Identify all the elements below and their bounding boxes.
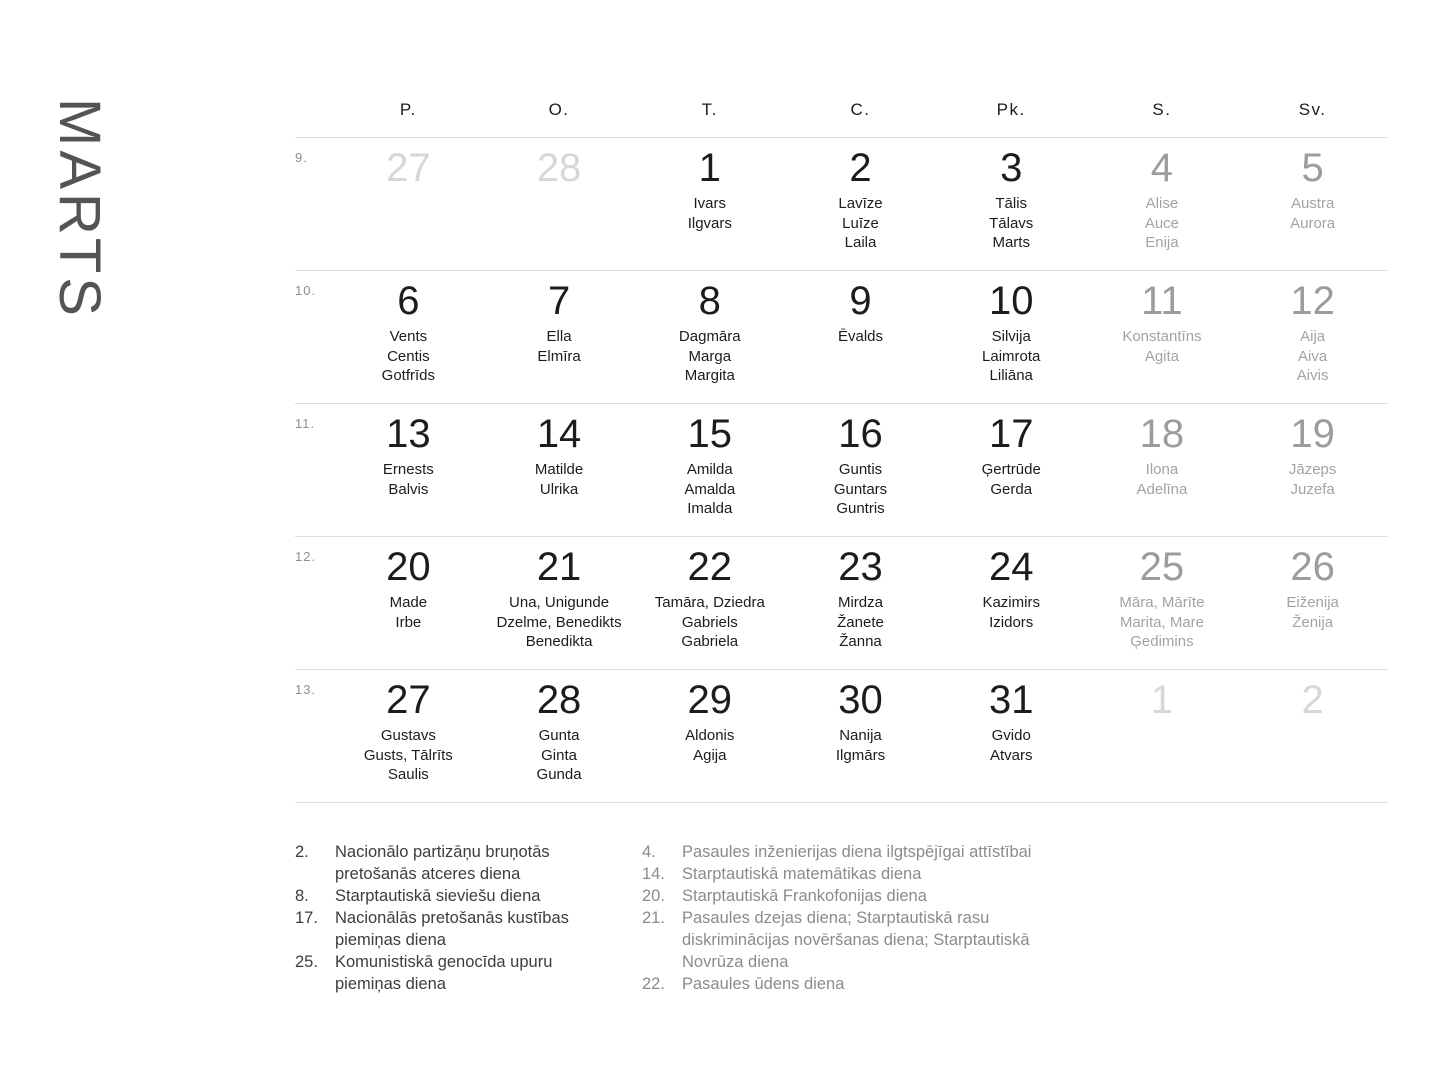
name-day-list (1087, 327, 1238, 366)
footnote-text (682, 863, 1202, 885)
day-cell (484, 271, 635, 403)
calendar-grid (295, 96, 1388, 803)
name-day-entry: Ginta (541, 746, 577, 764)
day-number: 28 (536, 146, 582, 190)
name-day-entry: Agita (1144, 347, 1180, 365)
day-number: 26 (1290, 545, 1335, 589)
name-day-entry: Ģertrūde (981, 461, 1041, 478)
name-day-entry: Austra (1290, 195, 1335, 212)
footnote-text-line: Pasaules inženierijas diena ilgtspējīgai attīstībai (682, 843, 1032, 861)
name-day-entry: Gunda (536, 766, 582, 783)
footnote-item (295, 841, 642, 885)
day-cell (785, 537, 936, 669)
day-number: 9 (849, 279, 872, 323)
name-day-entry: Lavīze (838, 195, 883, 212)
day-number: 1 (698, 146, 721, 190)
name-day-entry: Ella (546, 328, 572, 345)
name-day-list (484, 593, 635, 652)
day-number: 5 (1301, 146, 1324, 190)
name-day-entry: Ernests (382, 461, 434, 478)
name-day-list (785, 593, 936, 652)
name-day-entry: Tamāra, Dziedra (654, 594, 765, 611)
day-number: 2 (1301, 678, 1324, 722)
day-cell (333, 670, 484, 802)
name-day-entry: Konstantīns (1122, 328, 1202, 345)
name-day-entry: Benedikta (525, 633, 593, 650)
name-day-entry: Laila (844, 234, 877, 251)
footnote-item (642, 885, 1202, 907)
footnote-number: 25. (295, 953, 318, 971)
name-day-entry: Silvija (991, 328, 1031, 345)
footnote-text-line: Starptautiskā sieviešu diena (335, 887, 541, 905)
name-day-entry: Aiva (1298, 347, 1328, 365)
week-number-label: 11. (295, 416, 316, 431)
footnote-text-line: Starptautiskā matemātikas diena (682, 865, 922, 883)
day-number: 23 (838, 545, 883, 589)
footnote-text (682, 907, 1202, 973)
footnote-text-line: Komunistiskā genocīda upuru (335, 953, 553, 971)
name-day-entry: Māra, Mārīte (1119, 594, 1205, 611)
name-day-entry: Ivars (693, 195, 727, 212)
footnote-text (335, 907, 642, 951)
name-day-list (333, 327, 484, 386)
day-number: 20 (386, 545, 431, 589)
name-day-entry: Aija (1300, 328, 1326, 345)
day-cell (484, 537, 635, 669)
footnote-text-line: pretošanās atceres diena (335, 865, 521, 883)
weekday-header-row (295, 96, 1388, 137)
day-cell (484, 138, 635, 270)
name-day-entry: Made (389, 594, 428, 611)
name-day-entry: Centis (387, 347, 430, 365)
name-day-entry: Ģedimins (1130, 633, 1194, 650)
footnote-item (295, 885, 642, 907)
name-day-entry: Žanna (839, 633, 882, 650)
name-day-list (936, 460, 1087, 499)
week-row (295, 137, 1388, 270)
name-day-entry: Nanija (839, 727, 882, 744)
day-number: 7 (547, 279, 571, 323)
name-day-entry: Balvis (388, 480, 429, 498)
footnotes-national-column (295, 841, 642, 995)
day-number: 1 (1150, 678, 1174, 722)
name-day-entry: Margita (684, 367, 735, 384)
name-day-entry: Ilona (1145, 461, 1179, 478)
day-number: 8 (698, 279, 721, 323)
footnote-text (682, 973, 1202, 995)
name-day-entry: Matilde (534, 461, 584, 478)
day-number: 18 (1139, 412, 1185, 456)
name-day-entry: Dzelme, Benedikts (496, 613, 622, 631)
day-cell (1237, 138, 1388, 270)
footnote-text-line: Pasaules ūdens diena (682, 975, 845, 993)
day-number: 24 (988, 545, 1034, 589)
day-number: 28 (536, 678, 582, 722)
name-day-entry: Ilgmārs (835, 746, 886, 764)
weekday-header-label: S. (1152, 100, 1172, 119)
name-day-entry: Laimrota (982, 347, 1041, 365)
name-day-entry: Dagmāra (678, 328, 741, 345)
name-day-list (484, 460, 635, 499)
name-day-entry: Ilgvars (687, 214, 732, 232)
name-day-entry: Eiženija (1286, 594, 1339, 611)
day-number: 10 (988, 279, 1034, 323)
day-cell (634, 670, 785, 802)
day-cell (484, 404, 635, 536)
week-number-label: 12. (295, 549, 317, 564)
footnote-text-line: Novrūza diena (682, 953, 789, 971)
weekday-header-label: T. (701, 100, 718, 119)
day-cell (333, 271, 484, 403)
name-day-list (785, 460, 936, 519)
name-day-list (1237, 327, 1388, 386)
name-day-list (333, 593, 484, 632)
footnote-item (642, 841, 1202, 863)
footnote-text (335, 951, 642, 995)
name-day-entry: Tālis (995, 195, 1028, 212)
day-number: 22 (687, 545, 733, 589)
name-day-entry: Liliāna (989, 367, 1033, 384)
footnote-text-line: piemiņas diena (335, 931, 446, 949)
name-day-entry: Marga (688, 347, 732, 365)
name-day-entry: Jāzeps (1288, 461, 1337, 478)
name-day-entry: Adelīna (1136, 480, 1188, 498)
name-day-entry: Izidors (989, 613, 1034, 631)
day-number: 19 (1290, 412, 1335, 456)
name-day-entry: Una, Unigunde (509, 594, 610, 611)
day-number: 2 (849, 146, 872, 190)
footnote-text (335, 885, 642, 907)
name-day-list (634, 593, 785, 652)
weekday-header-label: Pk. (996, 100, 1026, 119)
footnote-item (642, 863, 1202, 885)
name-day-entry: Tālavs (989, 214, 1034, 232)
name-day-list (936, 327, 1087, 386)
day-number: 6 (397, 279, 420, 323)
name-day-list (1087, 593, 1238, 652)
week-number-label: 9. (295, 150, 308, 165)
name-day-entry: Agija (693, 746, 727, 764)
footnote-number: 22. (642, 975, 665, 993)
week-number-label: 10. (295, 283, 317, 298)
name-day-entry: Marita, Mare (1119, 613, 1205, 631)
weekday-header-label: O. (548, 100, 570, 119)
month-title: MARTS (47, 98, 112, 320)
footnote-text-line: Nacionālās pretošanās kustības (335, 909, 569, 927)
day-number: 14 (536, 412, 582, 456)
day-cell (1087, 537, 1238, 669)
name-day-entry: Gabriela (681, 633, 739, 650)
day-cell (484, 670, 635, 802)
name-day-list (484, 726, 635, 785)
day-cell (333, 537, 484, 669)
holiday-footnotes (295, 841, 1202, 995)
day-cell (785, 138, 936, 270)
footnote-text (335, 841, 642, 885)
day-number: 13 (386, 412, 431, 456)
name-day-list (936, 726, 1087, 765)
footnote-number: 4. (642, 843, 656, 861)
day-number: 31 (988, 678, 1034, 722)
name-day-list (1087, 460, 1238, 499)
footnote-text-line: Pasaules dzejas diena; Starptautiskā rasu (682, 909, 990, 927)
day-cell (634, 271, 785, 403)
name-day-list (634, 194, 785, 233)
weekday-header-label: P. (399, 100, 417, 119)
name-day-entry: Alise (1145, 195, 1179, 212)
day-cell (785, 670, 936, 802)
name-day-entry: Guntris (836, 500, 885, 517)
name-day-entry: Amilda (686, 461, 733, 478)
name-day-list (1237, 194, 1388, 233)
name-day-entry: Enija (1145, 234, 1179, 251)
name-day-list (936, 593, 1087, 632)
footnote-item (642, 907, 1202, 973)
day-number: 4 (1150, 146, 1174, 190)
footnote-text-line: piemiņas diena (335, 975, 446, 993)
day-cell (1237, 271, 1388, 403)
footnote-number: 20. (642, 887, 665, 905)
day-cell (1237, 537, 1388, 669)
day-cell (936, 138, 1087, 270)
name-day-entry: Žanete (837, 613, 884, 631)
footnote-item (295, 907, 642, 951)
week-row (295, 669, 1388, 802)
day-cell (1087, 138, 1238, 270)
week-number-label: 13. (295, 682, 317, 697)
name-day-list (785, 327, 936, 347)
name-day-entry: Vents (389, 328, 428, 345)
day-cell (936, 404, 1087, 536)
name-day-list (634, 327, 785, 386)
name-day-entry: Saulis (387, 766, 429, 783)
day-number: 12 (1290, 279, 1335, 323)
name-day-list (333, 460, 484, 499)
name-day-entry: Ēvalds (837, 328, 883, 345)
footnotes-international-column (642, 841, 1202, 995)
footnote-number: 2. (295, 843, 309, 861)
calendar-rows (295, 137, 1388, 803)
footnote-text (682, 841, 1202, 863)
day-number: 17 (988, 412, 1034, 456)
day-cell (634, 138, 785, 270)
name-day-entry: Luīze (842, 214, 879, 232)
day-cell (1087, 271, 1238, 403)
name-day-entry: Aivis (1296, 367, 1329, 384)
name-day-entry: Aldonis (685, 727, 735, 744)
day-cell (1087, 670, 1238, 802)
name-day-entry: Aurora (1290, 214, 1336, 232)
day-number: 3 (1000, 146, 1023, 190)
day-cell (785, 404, 936, 536)
day-cell (1237, 670, 1388, 802)
name-day-list (333, 726, 484, 785)
day-number: 29 (687, 678, 733, 722)
name-day-entry: Ženija (1292, 613, 1334, 631)
name-day-entry: Juzefa (1290, 480, 1335, 498)
name-day-entry: Elmīra (537, 347, 581, 365)
day-cell (634, 537, 785, 669)
footnote-number: 21. (642, 909, 665, 927)
day-number: 30 (838, 678, 883, 722)
name-day-entry: Mirdza (837, 594, 883, 611)
footnote-number: 14. (642, 865, 665, 883)
name-day-entry: Gotfrīds (381, 367, 436, 384)
name-day-entry: Gvido (991, 727, 1031, 744)
name-day-entry: Gabriels (681, 613, 738, 631)
day-cell (634, 404, 785, 536)
footnote-text-line: Nacionālo partizāņu bruņotās (335, 843, 550, 861)
day-number: 27 (386, 678, 431, 722)
name-day-list (634, 726, 785, 765)
name-day-entry: Irbe (395, 613, 422, 631)
day-number: 11 (1141, 279, 1183, 323)
week-number-spacer (295, 96, 333, 137)
week-row (295, 536, 1388, 669)
name-day-entry: Atvars (989, 746, 1033, 764)
day-cell (1087, 404, 1238, 536)
weekday-header-label: Sv. (1298, 100, 1327, 119)
footnote-text-line: diskriminācijas novēršanas diena; Starptautiskā (682, 931, 1030, 949)
name-day-list (634, 460, 785, 519)
name-day-list (1237, 460, 1388, 499)
day-cell (333, 138, 484, 270)
footnote-number: 17. (295, 909, 318, 927)
day-number: 27 (386, 146, 431, 190)
week-row (295, 403, 1388, 536)
footnote-number: 8. (295, 887, 309, 905)
day-cell (936, 670, 1087, 802)
day-number: 21 (536, 545, 582, 589)
name-day-entry: Amalda (684, 480, 736, 498)
day-number: 16 (838, 412, 883, 456)
weekday-header-label: C. (850, 100, 871, 119)
day-cell (333, 404, 484, 536)
name-day-list (484, 327, 635, 366)
footnote-text (682, 885, 1202, 907)
name-day-entry: Gustavs (380, 727, 436, 744)
day-cell (936, 537, 1087, 669)
name-day-entry: Marts (992, 234, 1030, 251)
name-day-list (1237, 593, 1388, 632)
day-cell (1237, 404, 1388, 536)
week-row (295, 270, 1388, 403)
name-day-list (785, 726, 936, 765)
name-day-list (936, 194, 1087, 253)
name-day-list (1087, 194, 1238, 253)
day-cell (785, 271, 936, 403)
name-day-entry: Imalda (687, 500, 733, 517)
footnote-item (642, 973, 1202, 995)
name-day-entry: Guntars (833, 480, 888, 498)
name-day-entry: Gerda (990, 480, 1033, 498)
name-day-entry: Gunta (538, 727, 580, 744)
name-day-entry: Gusts, Tālrīts (363, 746, 453, 764)
name-day-entry: Auce (1144, 214, 1180, 232)
day-cell (936, 271, 1087, 403)
footnote-item (295, 951, 642, 995)
day-number: 25 (1139, 545, 1185, 589)
day-number: 15 (687, 412, 733, 456)
name-day-list (785, 194, 936, 253)
name-day-entry: Kazimirs (982, 594, 1040, 611)
name-day-entry: Guntis (838, 461, 883, 478)
name-day-entry: Ulrika (539, 480, 579, 498)
footnote-text-line: Starptautiskā Frankofonijas diena (682, 887, 927, 905)
